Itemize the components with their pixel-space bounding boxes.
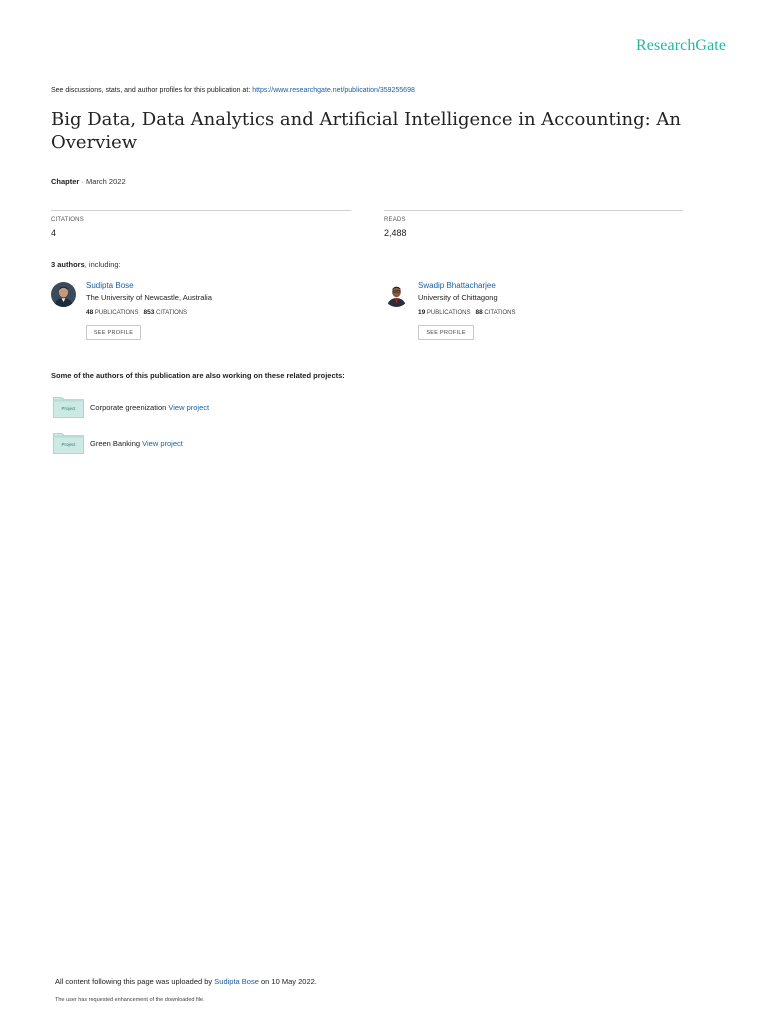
citations-divider [51,210,351,211]
author-institution: The University of Newcastle, Australia [86,293,212,302]
enhancement-note: The user has requested enhancement of the downloaded file. [55,997,205,1003]
citations-count: 88 [475,309,483,316]
upload-suffix: on 10 May 2022. [261,977,317,986]
discussion-text: See discussions, stats, and author profiles for this publication at: [51,87,251,94]
publication-link[interactable]: https://www.researchgate.net/publication/359255698 [252,87,415,94]
author-photo-icon [51,282,76,307]
project-item [90,403,209,412]
upload-prefix: All content following this page was uploaded by [55,977,213,986]
project-name: Green Banking [90,439,141,448]
publication-type: Chapter [51,177,80,186]
author-stats [86,309,187,316]
project-name: Corporate greenization [90,403,167,412]
avatar[interactable] [51,282,76,307]
author-institution: University of Chittagong [418,293,498,302]
author-photo-icon [384,282,409,307]
publications-count: 48 [86,309,94,316]
project-icon [53,396,84,423]
authors-count: 3 authors [51,260,85,269]
project-item [90,439,183,448]
discussion-note [51,87,415,94]
publication-date: March 2022 [86,177,126,186]
publications-count: 19 [418,309,426,316]
reads-label: READS [384,217,406,223]
researchgate-logo[interactable]: ResearchGate [636,37,727,54]
author-stats [418,309,516,316]
publications-label: PUBLICATIONS [426,310,471,316]
meta-separator: · [79,177,87,186]
uploader-link[interactable]: Sudipta Bose [214,977,259,986]
reads-divider [384,210,683,211]
see-profile-button[interactable]: SEE PROFILE [418,325,474,340]
publications-label: PUBLICATIONS [94,310,139,316]
author-name-link[interactable]: Sudipta Bose [86,281,134,290]
related-projects-heading: Some of the authors of this publication are also working on these related projects: [51,371,345,380]
avatar[interactable] [384,282,409,307]
publication-title: Big Data, Data Analytics and Artificial Intelligence in Accounting: An Overview [51,109,681,153]
citations-count-label: CITATIONS [484,310,516,316]
upload-note [55,977,317,986]
citations-count-label: CITATIONS [156,310,188,316]
citations-label: CITATIONS [51,217,84,223]
author-name-link[interactable]: Swadip Bhattacharjee [418,281,496,290]
reads-value: 2,488 [384,228,407,238]
publication-meta [51,177,126,186]
project-icon-label: Project [61,442,76,447]
see-profile-button[interactable]: SEE PROFILE [86,325,141,340]
authors-suffix: , including: [84,260,121,269]
project-icon-label: Project [61,406,76,411]
citations-value: 4 [51,228,57,238]
project-icon [53,432,84,459]
view-project-link[interactable]: View project [142,439,183,448]
view-project-link[interactable]: View project [168,403,210,412]
authors-heading [51,260,121,269]
citations-count: 853 [143,309,155,316]
